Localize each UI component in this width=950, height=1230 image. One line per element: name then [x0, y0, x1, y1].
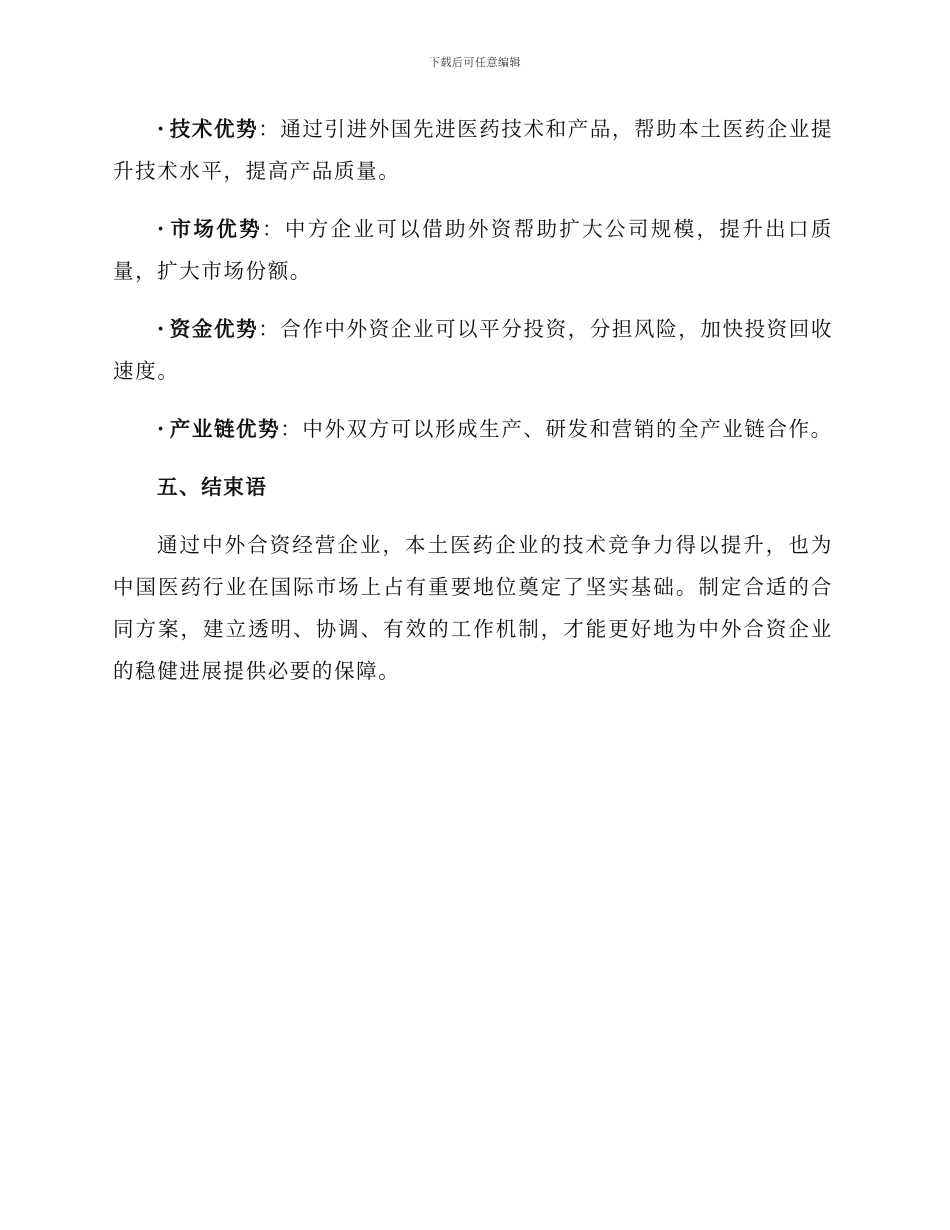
bullet-text: 合作中外资企业可以平分投资，分担风险，加快投资回收速度。 — [113, 317, 833, 383]
bullet-term: 技术优势 — [169, 117, 259, 141]
bullet-dot: · — [157, 117, 166, 141]
bullet-separator: ： — [280, 417, 303, 441]
bullet-technology-advantage — [113, 108, 833, 192]
bullet-text: 中方企业可以借助外资帮助扩大公司规模，提升出口质量，扩大市场份额。 — [113, 217, 833, 283]
page-header: 下载后可任意编辑 — [429, 56, 521, 69]
bullet-dot: · — [157, 217, 166, 241]
bullet-text: 中外双方可以形成生产、研发和营销的全产业链合作。 — [302, 417, 833, 441]
document-body — [113, 108, 833, 708]
bullet-term: 市场优势 — [169, 217, 262, 241]
bullet-market-advantage — [113, 208, 833, 292]
bullet-dot: · — [157, 417, 166, 441]
bullet-separator: ： — [258, 117, 281, 141]
bullet-separator: ： — [258, 317, 281, 341]
bullet-capital-advantage — [113, 308, 833, 392]
bullet-term: 产业链优势 — [169, 417, 281, 441]
bullet-separator: ： — [262, 217, 285, 241]
bullet-term: 资金优势 — [169, 317, 259, 341]
conclusion-paragraph: 通过中外合资经营企业，本土医药企业的技术竞争力得以提升，也为中国医药行业在国际市场上占有重要地位奠定了坚实基础。制定合适的合同方案，建立透明、协调、有效的工作机制，才能更好地为中外合资企业的稳健进展提供必要的保障。 — [113, 533, 833, 683]
bullet-text: 通过引进外国先进医药技术和产品，帮助本土医药企业提升技术水平，提高产品质量。 — [113, 117, 833, 183]
bullet-dot: · — [157, 317, 166, 341]
section-heading-conclusion: 五、结束语 — [157, 475, 268, 499]
bullet-industry-chain-advantage — [113, 408, 833, 450]
